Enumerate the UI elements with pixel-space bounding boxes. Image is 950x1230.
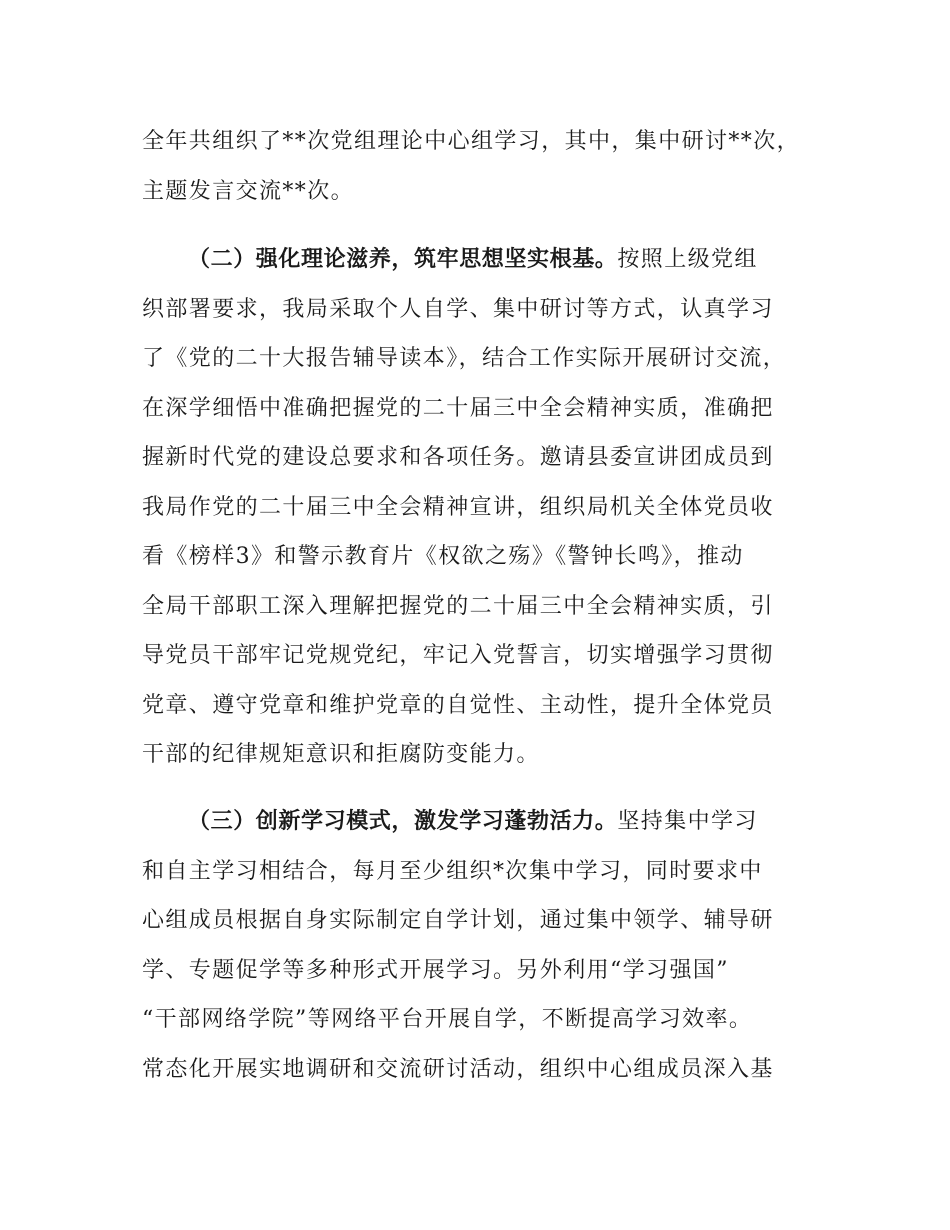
text-line: 了《党的二十大报告辅导读本》，结合工作实际开展研讨交流，: [142, 346, 787, 371]
text-line: 常态化开展实地调研和交流研讨活动，组织中心组成员深入基: [142, 1056, 774, 1082]
text-line: 握新时代党的建设总要求和各项任务。邀请县委宣讲团成员到: [142, 445, 774, 470]
section-heading-2: （二）强化理论滋养，筑牢思想坚实根基。: [188, 247, 618, 272]
text-line: 主题发言交流**次。: [142, 178, 355, 204]
paragraph-annual-summary: [142, 117, 832, 216]
text-line: “干部网络学院”等网络平台开展自学，不断提高学习效率。: [142, 1007, 753, 1032]
text-line: 全年共组织了**次党组理论中心组学习，其中，集中研讨**次，: [142, 129, 801, 154]
text-line: 党章、遵守党章和维护党章的自觉性、主动性，提升全体党员: [142, 692, 774, 718]
text-line: 织部署要求，我局采取个人自学、集中研讨等方式，认真学习: [142, 296, 774, 322]
text-run: 坚持集中学习: [617, 809, 758, 834]
text-line: 心组成员根据自身实际制定自学计划，通过集中领学、辅导研: [142, 908, 774, 933]
text-line: 我局作党的二十届三中全会精神宣讲，组织局机关全体党员收: [142, 494, 774, 520]
text-run: 按照上级党组: [617, 247, 758, 272]
paragraph-learning-mode: [142, 797, 832, 1094]
paragraph-first-line: [142, 235, 832, 285]
text-line: 全局干部职工深入理解把握党的二十届三中全会精神实质，引: [142, 593, 774, 619]
text-line: 看《榜样3》和警示教育片《权欲之殇》《警钟长鸣》，推动: [142, 544, 744, 569]
section-heading-3: （三）创新学习模式，激发学习蓬勃活力。: [188, 809, 618, 834]
text-line: 干部的纪律规矩意识和拒腐防变能力。: [142, 742, 540, 767]
text-line: 和自主学习相结合，每月至少组织*次集中学习，同时要求中: [142, 858, 763, 884]
paragraph-theory-nourishment: [142, 235, 832, 780]
text-line: 导党员干部牢记党规党纪，牢记入党誓言，切实增强学习贯彻: [142, 643, 774, 668]
paragraph-first-line: [142, 797, 832, 847]
text-line: 在深学细悟中准确把握党的二十届三中全会精神实质，准确把: [142, 395, 774, 421]
text-line: 学、专题促学等多种形式开展学习。另外利用“学习强国”: [142, 957, 729, 983]
